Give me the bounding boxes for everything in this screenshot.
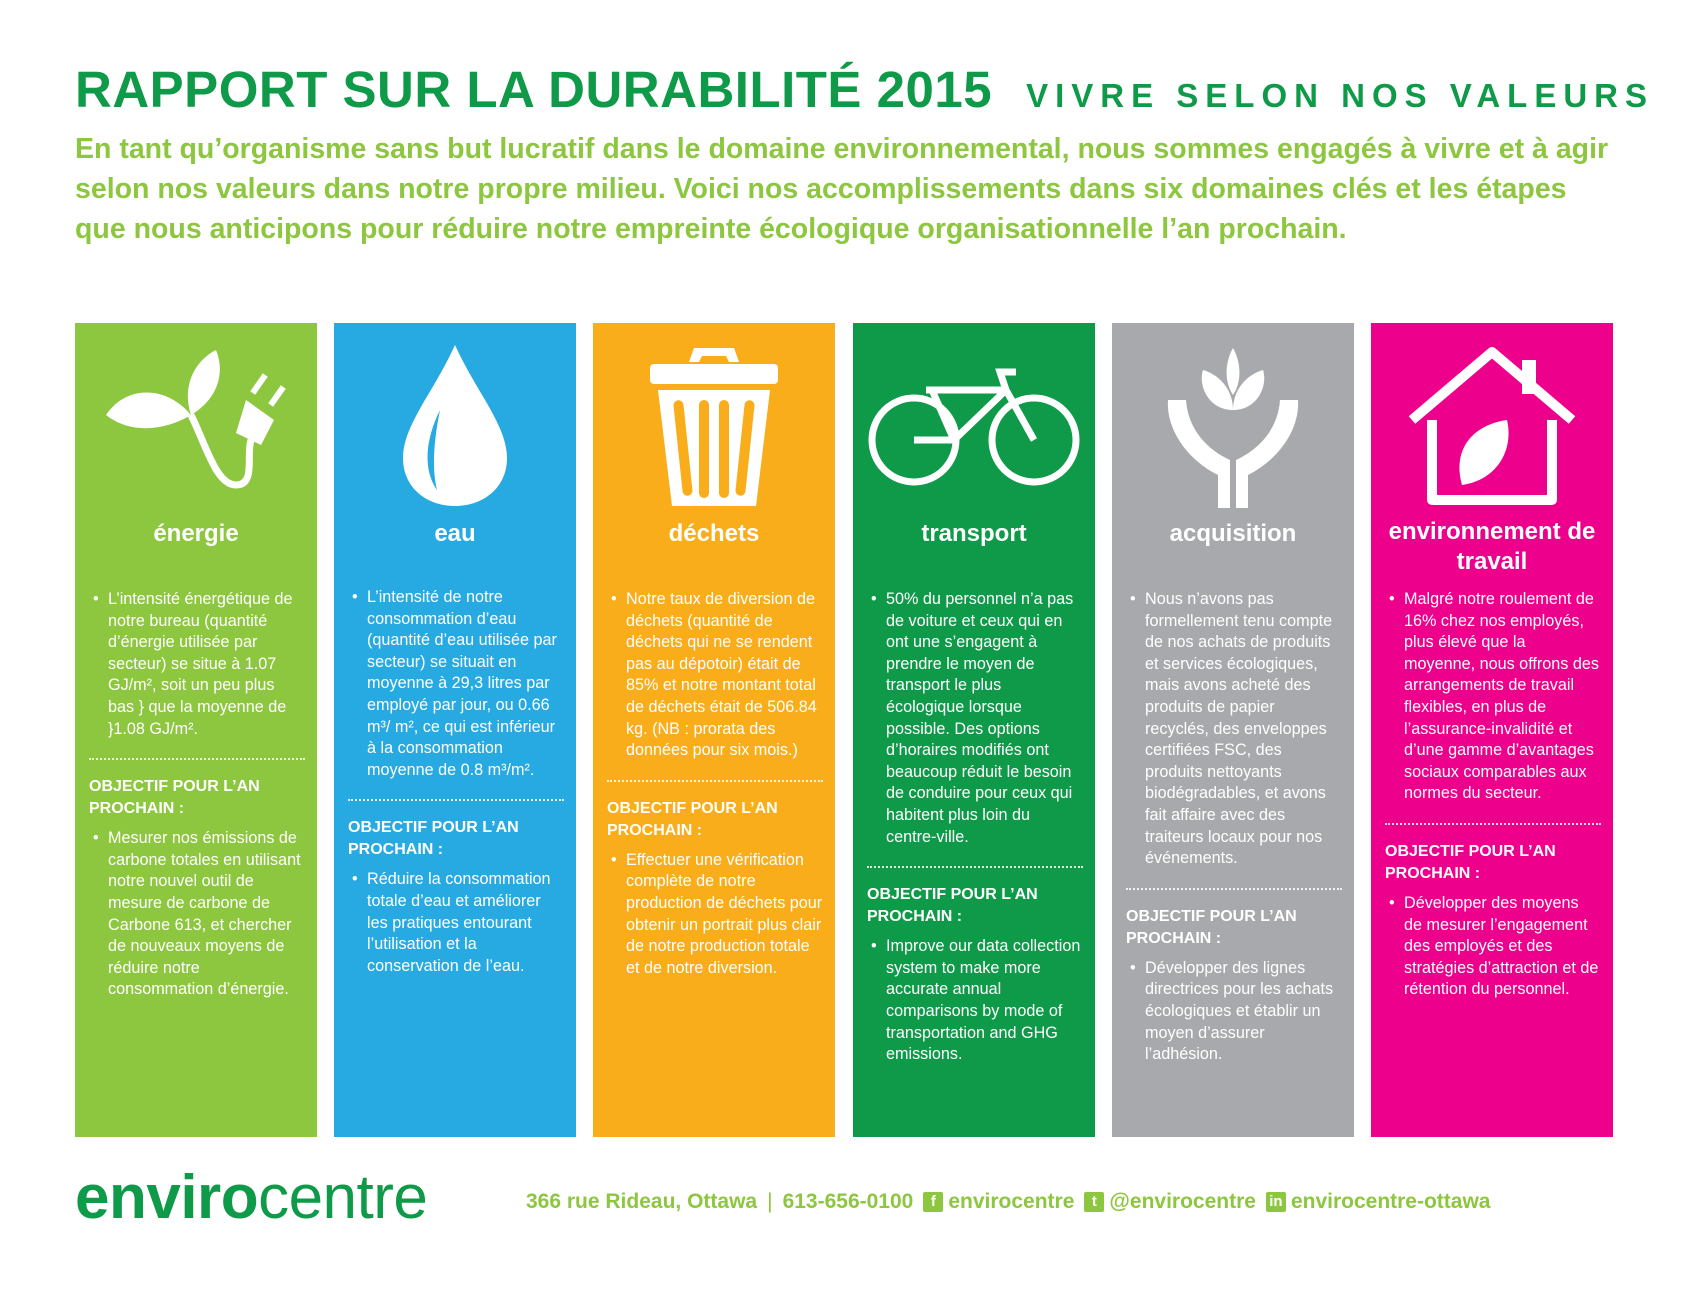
facebook-link[interactable]: envirocentre	[948, 1190, 1075, 1213]
column-body	[89, 589, 305, 1001]
column-dechets	[593, 323, 835, 1137]
report-title: RAPPORT SUR LA DURABILITÉ 2015	[75, 61, 993, 118]
goal-title: OBJECTIF POUR L’AN PROCHAIN :	[348, 819, 519, 859]
list-item: • Développer des moyens de mesurer l’engagement des employés et des stratégies d’attraction et de rétention du personnel.	[1385, 893, 1601, 1001]
linkedin-icon: in	[1266, 1192, 1286, 1212]
dotted-divider	[348, 799, 564, 801]
address: 366 rue Rideau, Ottawa	[526, 1190, 758, 1213]
phone: 613-656-0100	[782, 1190, 914, 1213]
list-item: • Malgré notre roulement de 16% chez nos employés, plus élevé que la moyenne, nous offrons des arrangements de travail flexibles, en plus de l’assurance-invalidité et d’une gamme d’avantages sociaux comparables aux normes du secteur.	[1385, 589, 1601, 805]
column-energie	[75, 323, 317, 1137]
column-body	[348, 587, 564, 977]
column-title: déchets	[668, 520, 760, 547]
dotted-divider	[867, 866, 1083, 868]
separator: |	[767, 1190, 773, 1213]
list-item: • L’intensité de notre consommation d’eau (quantité d’eau utilisée par secteur) se situait en moyenne à 29,3 litres par employé par jour, ou 0.66 m³/ m², ce qui est inférieur à la consommation moyenne de 0.8 m³/m².	[348, 587, 564, 781]
dotted-divider	[1385, 823, 1601, 825]
bicycle-icon	[853, 339, 1095, 511]
goal-title: OBJECTIF POUR L’AN PROCHAIN :	[867, 886, 1038, 926]
leaf-plug-icon	[75, 339, 317, 511]
goal-title: OBJECTIF POUR L’AN PROCHAIN :	[89, 778, 260, 818]
list-item: • Développer des lignes directrices pour les achats écologiques et établir un moyen d’assurer l’adhésion.	[1126, 958, 1342, 1066]
list-item: • Nous n’avons pas formellement tenu compte de nos achats de produits et services écologiques, mais avons acheté des produits de papier recyclés, des enveloppes certifiées FSC, des produits nettoyants biodégradables, et avons fait affaire avec des traiteurs locaux pour nos événements.	[1126, 589, 1342, 870]
linkedin-link[interactable]: envirocentre-ottawa	[1290, 1190, 1491, 1213]
column-title: eau	[434, 520, 476, 547]
title-row	[75, 60, 1655, 119]
topic-columns	[75, 323, 1613, 1137]
intro-paragraph: En tant qu’organisme sans but lucratif dans le domaine environnemental, nous sommes engagés à vivre et à agir selon nos valeurs dans notre propre milieu. Voici nos accomplissements dans six domaines clés et les étapes que nous anticipons pour réduire notre empreinte écologique organisationnelle l’an prochain.	[75, 133, 1609, 245]
logo-light: centre	[258, 1163, 428, 1232]
goal-title: OBJECTIF POUR L’AN PROCHAIN :	[1385, 842, 1556, 882]
facebook-icon: f	[923, 1192, 943, 1212]
house-leaf-icon	[1371, 339, 1613, 511]
header	[75, 60, 1655, 249]
column-title: transport	[921, 520, 1027, 547]
twitter-icon: t	[1084, 1192, 1104, 1212]
column-body	[1385, 589, 1601, 1001]
goal-title: OBJECTIF POUR L’AN PROCHAIN :	[1126, 907, 1297, 947]
column-transport	[853, 323, 1095, 1137]
column-environnement-de-travail	[1371, 323, 1613, 1137]
list-item: • Réduire la consommation totale d’eau et améliorer les pratiques entourant l’utilisation et la conservation de l’eau.	[348, 869, 564, 977]
dotted-divider	[89, 758, 305, 760]
list-item: • Mesurer nos émissions de carbone totales en utilisant notre nouvel outil de mesure de carbone de Carbone 613, et chercher de nouveaux moyens de réduire notre consommation d’énergie.	[89, 828, 305, 1001]
column-eau	[334, 323, 576, 1137]
column-title: acquisition	[1169, 520, 1297, 547]
column-acquisition	[1112, 323, 1354, 1137]
goal-title: OBJECTIF POUR L’AN PROCHAIN :	[607, 799, 778, 839]
column-title: énergie	[153, 520, 239, 547]
trash-can-icon	[593, 339, 835, 511]
report-subtitle: VIVRE SELON NOS VALEURS	[1026, 77, 1655, 114]
footer-contact	[526, 1190, 1491, 1214]
list-item: • 50% du personnel n’a pas de voiture et ceux qui en ont une s’engagent à prendre le moyen de transport le plus écologique lorsque possible. Des options d’horaires modifiés ont beaucoup réduit le besoin de conduire pour ceux qui habitent plus loin du centre-ville.	[867, 589, 1083, 848]
twitter-link[interactable]: @envirocentre	[1109, 1190, 1256, 1213]
column-title: environnement de travail	[1388, 518, 1596, 575]
list-item: • Effectuer une vérification complète de notre production de déchets pour obtenir un portrait plus clair de notre production totale et de notre diversion.	[607, 850, 823, 980]
hands-plant-icon	[1112, 339, 1354, 511]
column-body	[607, 589, 823, 979]
dotted-divider	[607, 780, 823, 782]
column-body	[1126, 589, 1342, 1066]
list-item: • Improve our data collection system to make more accurate annual comparisons by mode of transportation and GHG emissions.	[867, 936, 1083, 1066]
list-item: • L’intensité énergétique de notre bureau (quantité d’énergie utilisée par secteur) se situe à 1.07 GJ/m², soit un peu plus bas } que la moyenne de }1.08 GJ/m².	[89, 589, 305, 740]
logo-bold: enviro	[75, 1163, 259, 1232]
list-item: • Notre taux de diversion de déchets (quantité de déchets qui ne se rendent pas au dépotoir) était de 85% et notre montant total de déchets était de 506.84 kg. (NB : prorata des données pour six mois.)	[607, 589, 823, 762]
dotted-divider	[1126, 888, 1342, 890]
envirocentre-logo	[75, 1162, 427, 1233]
column-body	[867, 589, 1083, 1066]
water-drop-icon	[334, 339, 576, 511]
